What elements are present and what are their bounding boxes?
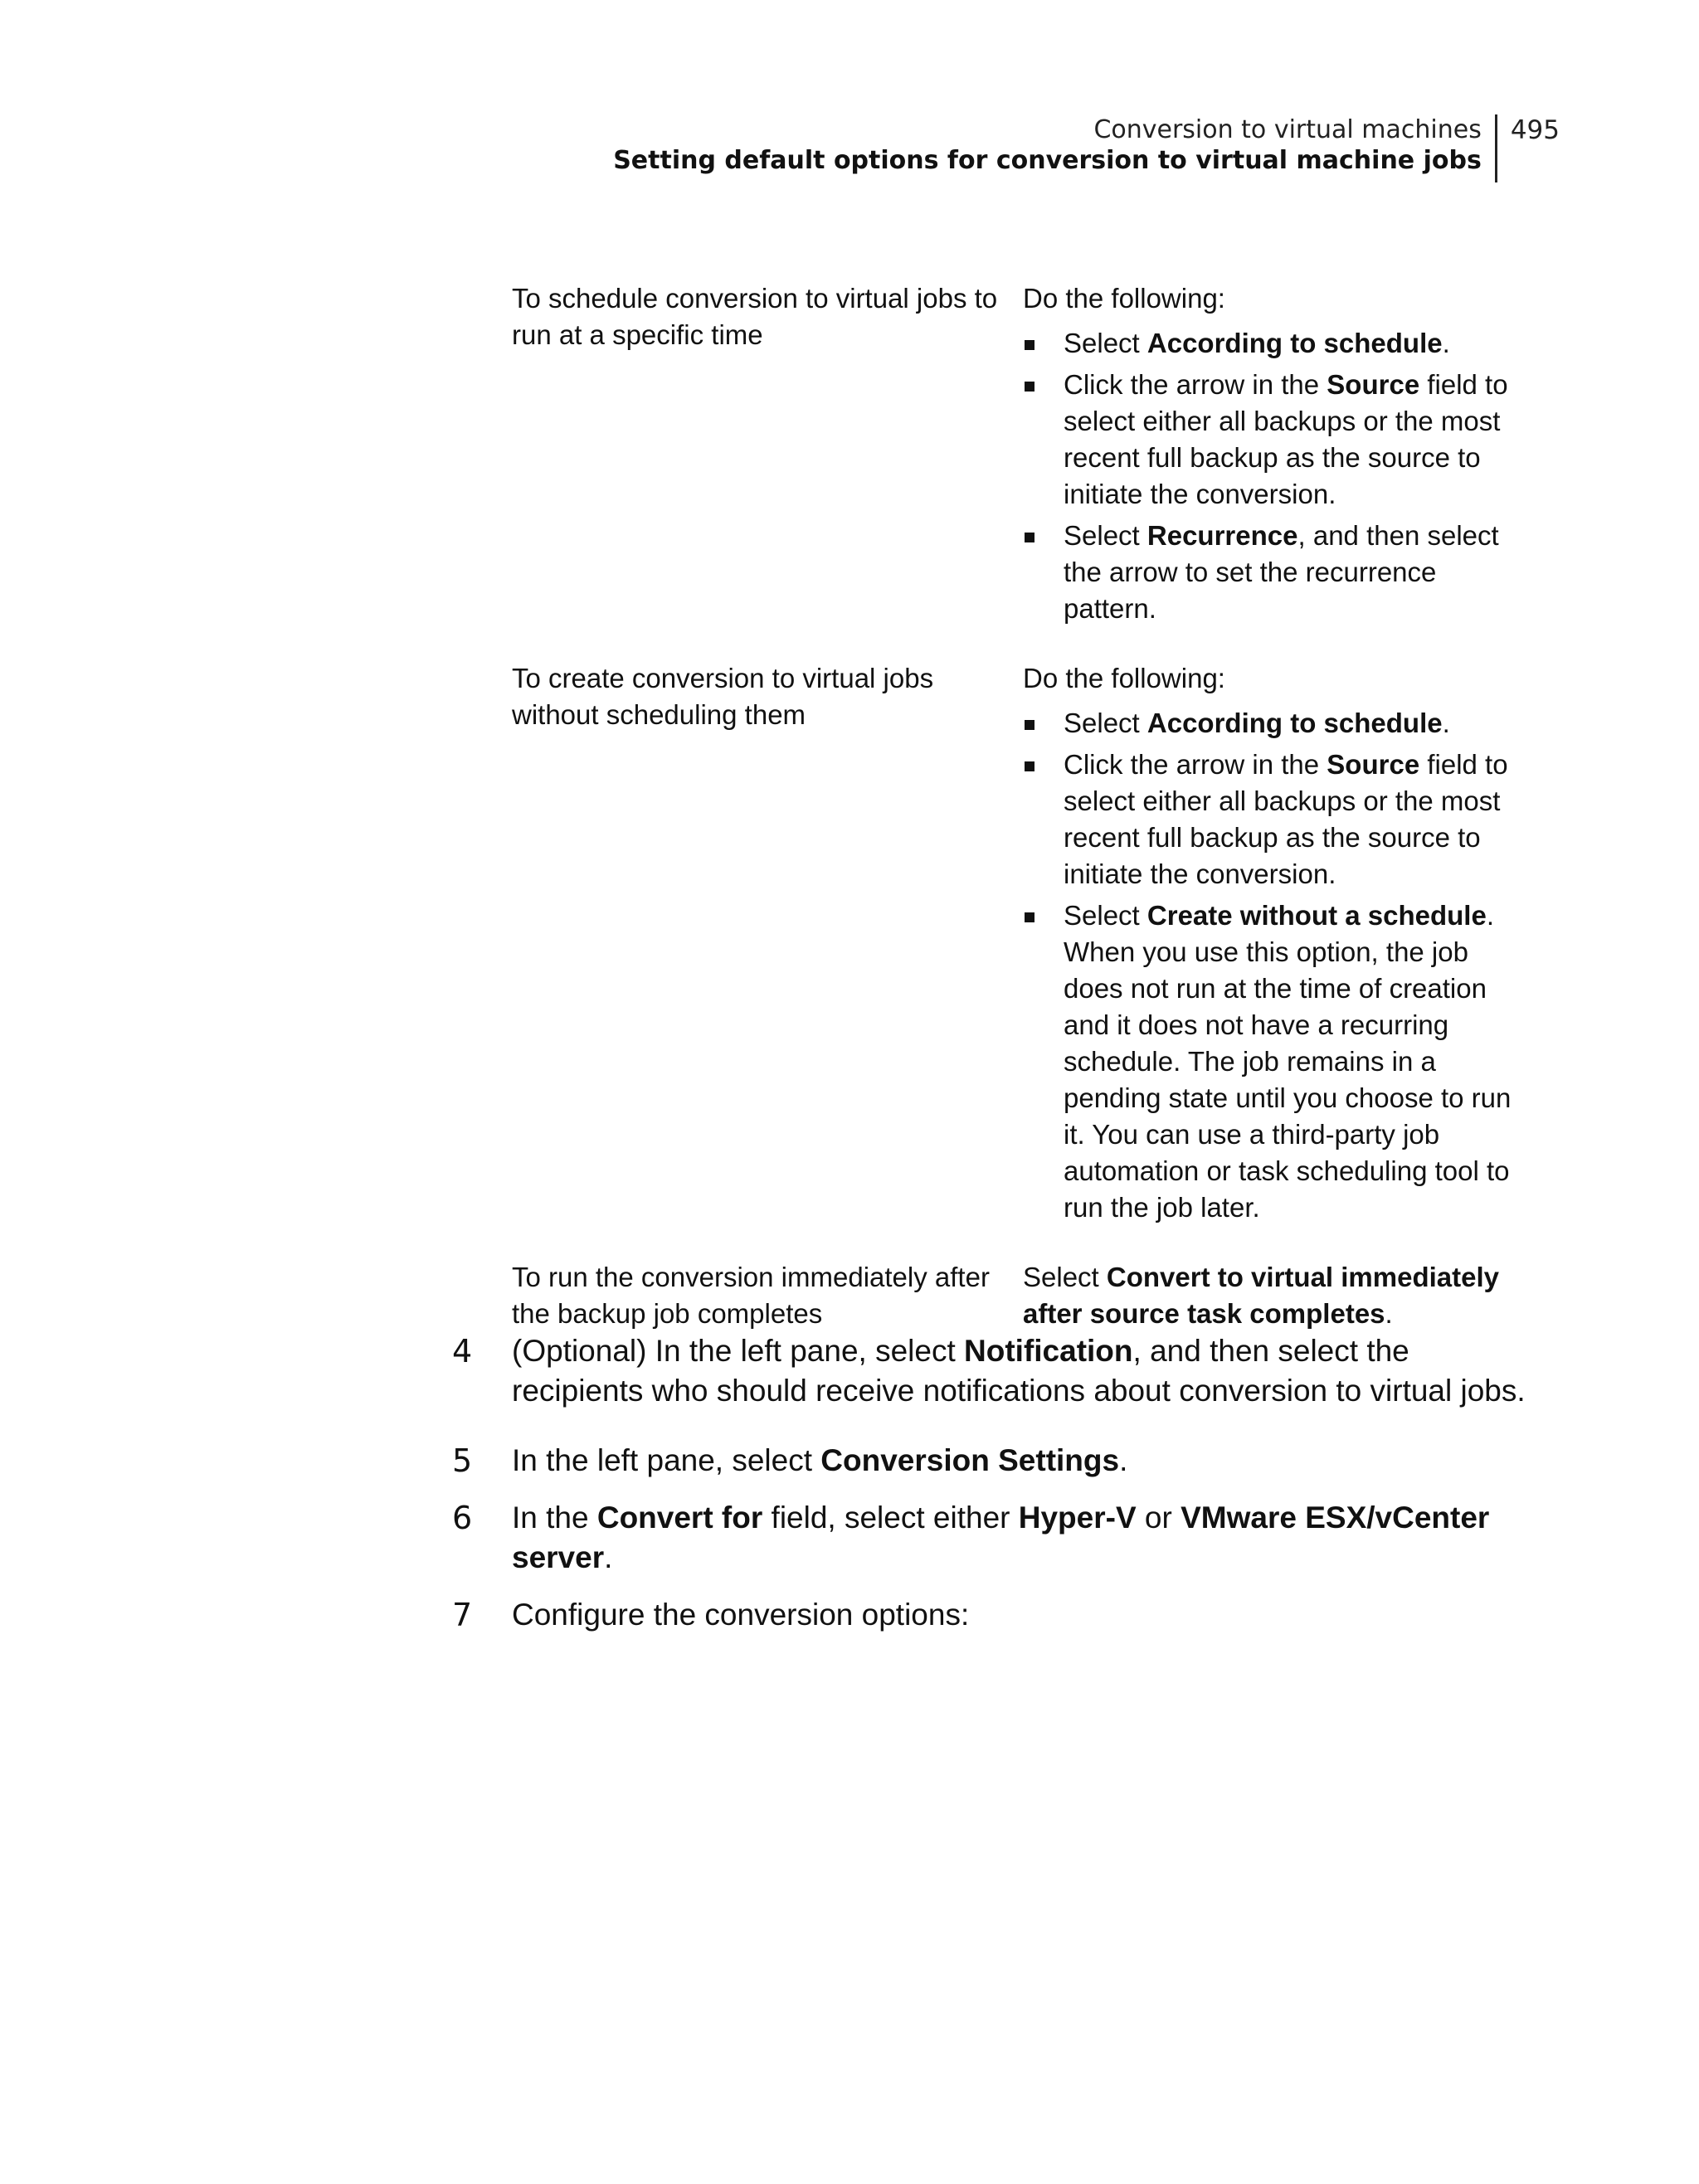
text-run: In the	[512, 1501, 597, 1535]
step-text	[512, 1441, 1547, 1481]
page-number: 495	[1510, 115, 1560, 145]
text-run: Click the arrow in the	[1064, 749, 1327, 780]
list-item	[1023, 325, 1529, 362]
option-row-no-schedule	[512, 660, 1541, 1231]
step-text	[512, 1498, 1547, 1578]
option-instructions	[1023, 280, 1529, 632]
list-item	[1023, 518, 1529, 627]
text-run: field, select either	[762, 1501, 1019, 1535]
text-run: Select	[1064, 328, 1147, 358]
option-condition: To schedule conversion to virtual jobs to run at a specific time	[512, 283, 998, 350]
list-item	[1023, 367, 1529, 513]
list-item	[1023, 897, 1529, 1226]
ui-term: According to schedule	[1146, 708, 1443, 738]
option-row-immediate	[512, 1259, 1541, 1332]
text-run: Select	[1064, 900, 1147, 931]
step-7	[452, 1595, 1547, 1635]
text-run: Click the arrow in the	[1064, 369, 1327, 400]
ui-term: Notification	[964, 1334, 1133, 1368]
text-run: Select	[1023, 1262, 1107, 1292]
chapter-title: Conversion to virtual machines	[1093, 115, 1482, 144]
list-item	[1023, 747, 1529, 893]
option-row-schedule	[512, 280, 1541, 632]
ui-term: According to schedule	[1146, 328, 1443, 358]
header-titles	[613, 114, 1497, 182]
text-run: , and then select the arrow to set the recurrence pattern.	[1064, 520, 1499, 624]
instruction-list	[1023, 705, 1529, 1226]
ui-term: Source	[1327, 749, 1420, 780]
text-run: .	[1119, 1443, 1128, 1477]
step-5	[452, 1441, 1547, 1481]
instruction-list	[1023, 325, 1529, 627]
text-run: Select	[1064, 708, 1147, 738]
step-6	[452, 1498, 1547, 1578]
running-header	[613, 114, 1560, 182]
step-text	[512, 1331, 1547, 1411]
text-run: Configure the conversion options:	[512, 1598, 970, 1632]
list-item	[1023, 705, 1529, 742]
option-condition: To run the conversion immediately after the backup job completes	[512, 1262, 990, 1329]
text-run: .	[604, 1540, 613, 1574]
text-run: or	[1136, 1501, 1181, 1535]
options-table	[512, 280, 1541, 1360]
step-number: 7	[452, 1597, 473, 1633]
step-number: 5	[452, 1442, 473, 1479]
text-run: Select	[1064, 520, 1147, 551]
text-run: field to select either all backups or the most recent full backup as the source to initiate the conversion.	[1064, 749, 1508, 889]
instructions-intro: Do the following:	[1023, 283, 1225, 314]
ui-term: Source	[1327, 369, 1420, 400]
instructions-intro: Do the following:	[1023, 663, 1225, 693]
option-note: When you use this option, the job does not run at the time of creation and it does not have a recurring schedule. The job remains in a pending state until you choose to run it. You can use a third-party job automation or task scheduling tool to run the job later.	[1064, 936, 1512, 1223]
ui-term: Convert for	[596, 1501, 763, 1535]
option-condition: To create conversion to virtual jobs without scheduling them	[512, 663, 934, 730]
text-run: .	[1486, 900, 1494, 931]
ui-term: Create without a schedule	[1146, 900, 1487, 931]
step-number: 6	[452, 1500, 473, 1536]
section-title: Setting default options for conversion to virtual machine jobs	[613, 146, 1482, 175]
ui-term: Convert to virtual immediately after source task completes	[1023, 1262, 1500, 1329]
text-run: In the left pane, select	[512, 1443, 821, 1477]
text-run: .	[1442, 708, 1450, 738]
procedure-steps	[452, 1331, 1547, 1652]
step-4	[452, 1331, 1547, 1411]
text-run: .	[1442, 328, 1450, 358]
option-instructions	[1023, 1259, 1529, 1332]
step-number: 4	[452, 1333, 473, 1369]
ui-term: Conversion Settings	[820, 1443, 1120, 1477]
text-run: , and then select the recipients who should receive notifications about conversion to virtual jobs.	[512, 1334, 1526, 1408]
text-run: .	[1385, 1298, 1393, 1329]
option-instructions	[1023, 660, 1529, 1231]
ui-term: Hyper-V	[1018, 1501, 1137, 1535]
step-text	[512, 1595, 1547, 1635]
text-run: (Optional) In the left pane, select	[512, 1334, 965, 1368]
ui-term: Recurrence	[1146, 520, 1298, 551]
text-run: field to select either all backups or the most recent full backup as the source to initiate the conversion.	[1064, 369, 1508, 509]
ui-term: VMware ESX/vCenter server	[512, 1501, 1490, 1574]
